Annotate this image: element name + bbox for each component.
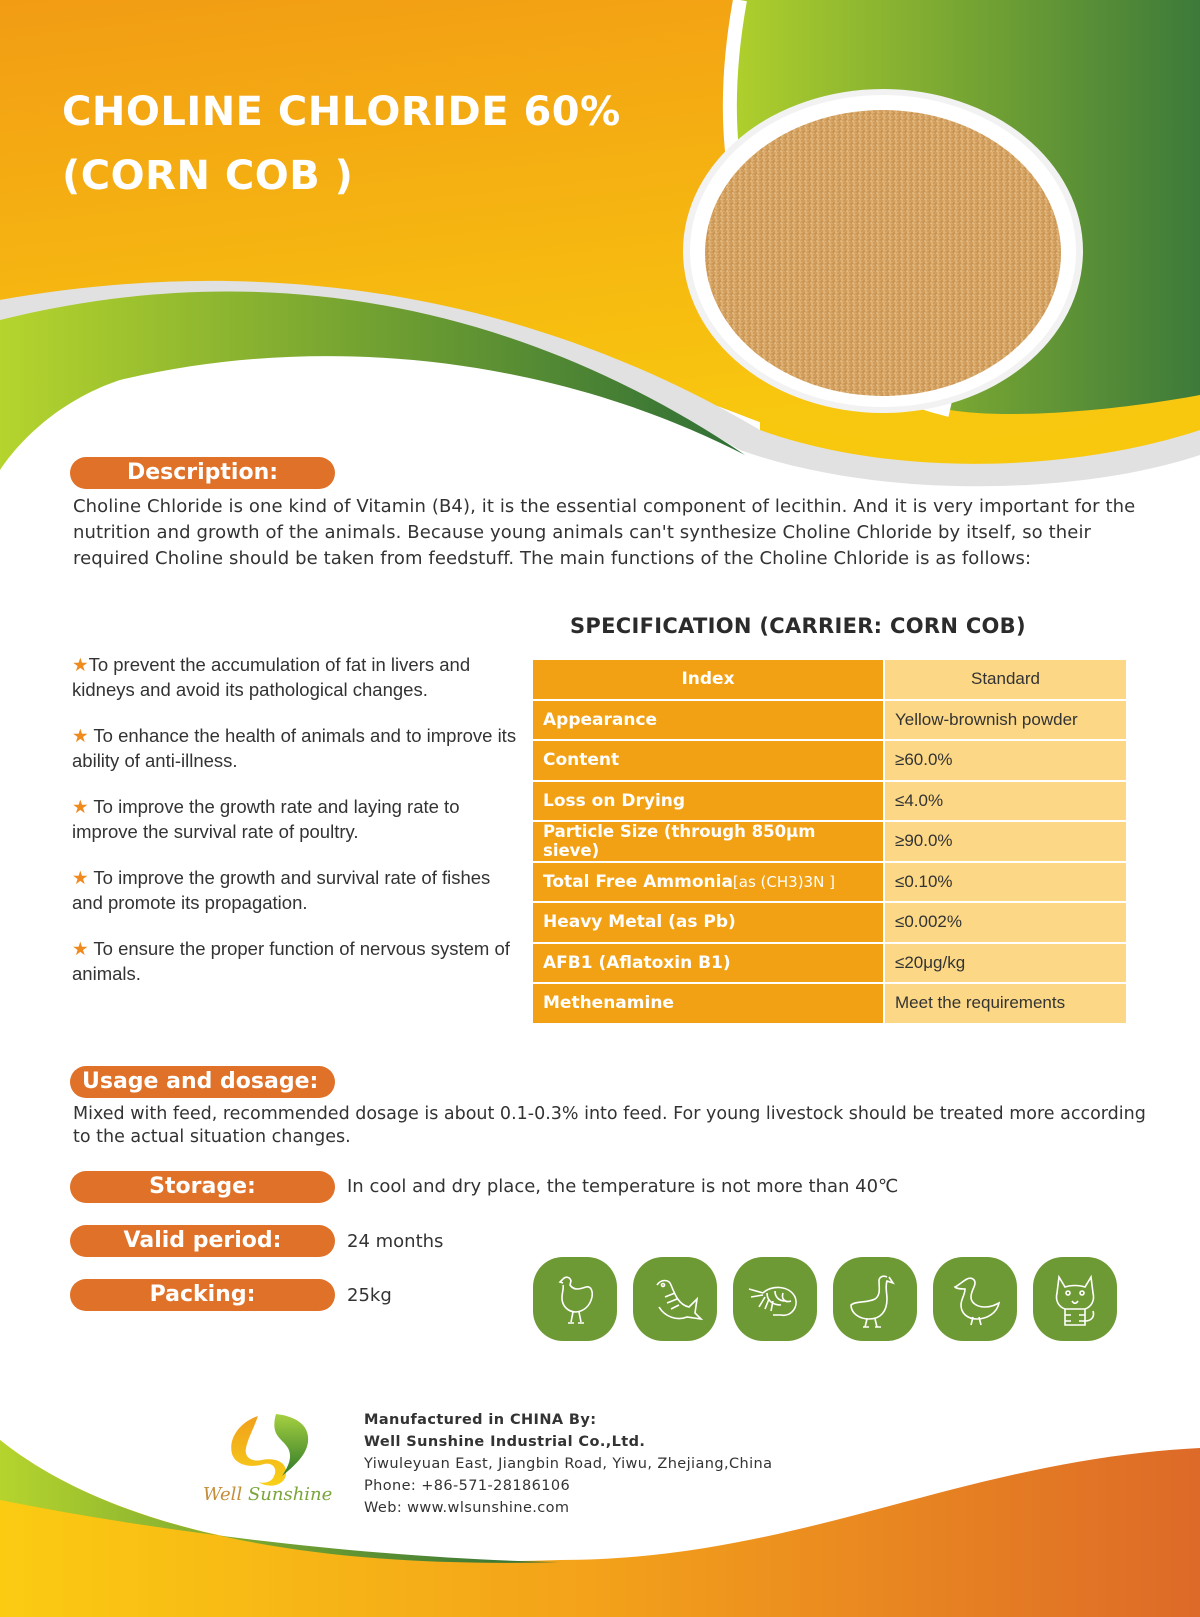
- benefit-item: [72, 865, 522, 915]
- valid-period-label: Valid period:: [70, 1225, 335, 1257]
- table-row: [532, 943, 1127, 984]
- row-index-suffix: [as (CH3)3N ]: [732, 872, 835, 891]
- benefit-text: To ensure the proper function of nervous system of animals.: [72, 938, 510, 984]
- company-address: Yiwuleyuan East, Jiangbin Road, Yiwu, Zhejiang,China: [364, 1456, 773, 1472]
- table-row: [532, 700, 1127, 741]
- cat-icon: [1033, 1257, 1117, 1341]
- row-index: Appearance: [532, 700, 884, 741]
- title-line-1: CHOLINE CHLORIDE 60%: [62, 89, 621, 135]
- duck-icon: [933, 1257, 1017, 1341]
- logo-word-well: Well: [203, 1484, 243, 1505]
- table-row: [532, 862, 1127, 903]
- star-icon: ★: [72, 938, 89, 959]
- benefit-item: [72, 723, 522, 773]
- page-title: [62, 80, 621, 208]
- row-standard: Yellow-brownish powder: [884, 700, 1127, 741]
- logo-text: [203, 1484, 332, 1505]
- row-index: Content: [532, 740, 884, 781]
- star-icon: ★: [72, 725, 89, 746]
- table-row: [532, 781, 1127, 822]
- company-web: Web: www.wlsunshine.com: [364, 1500, 570, 1516]
- description-text: Choline Chloride is one kind of Vitamin (B4), it is the essential component of lecithin. And it is very important for the nutrition and growth of the animals. Because young animals can't synthesize Choline Chloride by itself, so their required Choline should be taken from feedstuff. The main functions of the Choline Chloride is as follows:: [73, 496, 1136, 569]
- usage-text: Mixed with feed, recommended dosage is about 0.1-0.3% into feed. For young livestock should be treated more according to the actual situation changes.: [73, 1104, 1146, 1147]
- row-standard: Meet the requirements: [884, 983, 1127, 1024]
- logo-word-sunshine: Sunshine: [247, 1484, 333, 1505]
- chicken-icon: [533, 1257, 617, 1341]
- fish-icon: [633, 1257, 717, 1341]
- row-standard: ≥90.0%: [884, 821, 1127, 862]
- storage-label: Storage:: [70, 1171, 335, 1203]
- benefit-item: [72, 652, 522, 702]
- packing-value: 25kg: [347, 1285, 392, 1306]
- table-header-row: [532, 659, 1127, 700]
- row-index: [532, 862, 884, 903]
- benefit-text: To enhance the health of animals and to improve its ability of anti-illness.: [72, 725, 517, 771]
- row-index: Methenamine: [532, 983, 884, 1024]
- manufacturer-info: [364, 1409, 772, 1519]
- company-name: Well Sunshine Industrial Co.,Ltd.: [364, 1434, 646, 1450]
- star-icon: ★: [72, 796, 89, 817]
- row-index-main: Total Free Ammonia: [543, 871, 733, 892]
- table-row: [532, 821, 1127, 862]
- benefit-item: [72, 794, 522, 844]
- star-icon: ★: [72, 654, 89, 675]
- benefit-item: [72, 936, 522, 986]
- company-phone: Phone: +86-571-28186106: [364, 1478, 571, 1494]
- header-index: Index: [532, 659, 884, 700]
- star-icon: ★: [72, 867, 89, 888]
- animal-icons: [533, 1257, 1117, 1341]
- row-index: AFB1 (Aflatoxin B1): [532, 943, 884, 984]
- usage-label: Usage and dosage:: [70, 1066, 335, 1098]
- storage-value: In cool and dry place, the temperature is not more than 40℃: [347, 1176, 899, 1197]
- row-index: Heavy Metal (as Pb): [532, 902, 884, 943]
- table-row: [532, 983, 1127, 1024]
- row-standard: ≤20μg/kg: [884, 943, 1127, 984]
- row-standard: ≥60.0%: [884, 740, 1127, 781]
- row-index: Particle Size (through 850μm sieve): [532, 821, 884, 862]
- title-line-2: (CORN COB ): [62, 153, 354, 199]
- row-standard: ≤4.0%: [884, 781, 1127, 822]
- description-label: Description:: [70, 457, 335, 489]
- row-index: Loss on Drying: [532, 781, 884, 822]
- benefits-list: [72, 652, 522, 1007]
- manufactured-in: Manufactured in CHINA By:: [364, 1412, 597, 1428]
- benefit-text: To improve the growth rate and laying rate to improve the survival rate of poultry.: [72, 796, 460, 842]
- table-row: [532, 740, 1127, 781]
- row-standard: ≤0.002%: [884, 902, 1127, 943]
- benefit-text: To prevent the accumulation of fat in livers and kidneys and avoid its pathological changes.: [72, 654, 471, 700]
- row-standard: ≤0.10%: [884, 862, 1127, 903]
- shrimp-icon: [733, 1257, 817, 1341]
- packing-label: Packing:: [70, 1279, 335, 1311]
- specification-title: SPECIFICATION (CARRIER: CORN COB): [570, 614, 1026, 638]
- table-row: [532, 902, 1127, 943]
- goose-icon: [833, 1257, 917, 1341]
- header-standard: Standard: [884, 659, 1127, 700]
- valid-period-value: 24 months: [347, 1231, 444, 1252]
- benefit-text: To improve the growth and survival rate of fishes and promote its propagation.: [72, 867, 491, 913]
- specification-table: [531, 658, 1128, 1025]
